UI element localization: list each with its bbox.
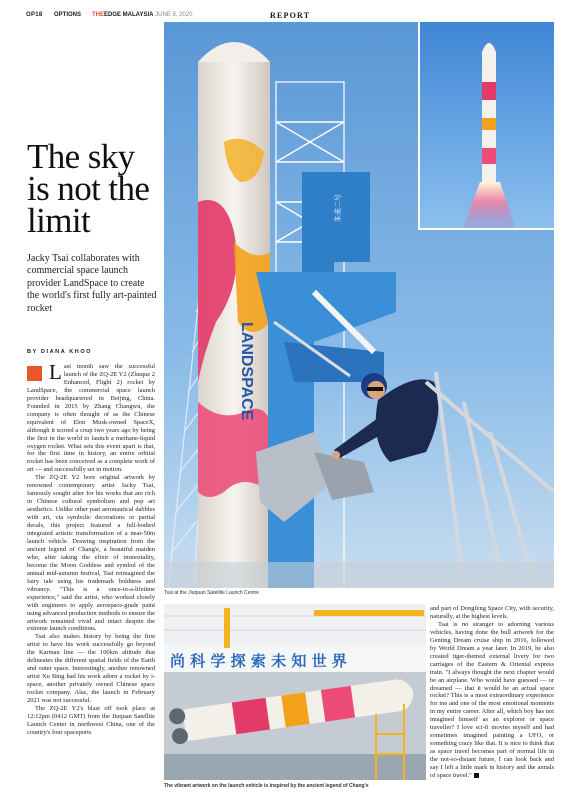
end-mark bbox=[474, 773, 479, 778]
accent-square bbox=[27, 366, 42, 381]
paragraph-text: ast month saw the successful launch of the ZQ-2E Y2 (Zhuque 2 Enhanced, Flight 2) rocket by LandSpace, the commercial space launch provider headquartered in Beijing, China. Founded in 2015 by Zhang Changwu, the company is often thought of as the Chinese equivalent of Elon Musk-owned SpaceX, although it scored a coup two years ago by being the first in the world to launch a methane-liquid oxygen rocket. What sets this event apart is that, for the first time in history, an entire orbital rocket has been conceived as a complete work of art — and successfully set in motion. bbox=[27, 363, 155, 474]
body-column-1 bbox=[27, 360, 155, 793]
paragraph bbox=[27, 360, 155, 474]
drop-cap: L bbox=[49, 360, 62, 384]
rocket-logo-text: LANDSPACE bbox=[238, 322, 255, 421]
page-number: OP18 bbox=[26, 12, 43, 18]
body-column-3 bbox=[430, 605, 554, 795]
report-label: REPORT bbox=[270, 11, 311, 20]
standfirst: Jacky Tsai collaborates with commercial space launch provider LandSpace to create the world's first fully art-painted rocket bbox=[27, 253, 157, 314]
hangar-photo bbox=[164, 604, 426, 780]
byline: BY DIANA KHOO bbox=[27, 349, 93, 355]
publication-the: THE bbox=[92, 12, 104, 18]
paragraph: Tsai also makes history by being the first artist to have his work successfully go beyond the Karman line — the 100km altitude that delineates the different spatial fields of the Earth and outer space. Interestingly, another renowned artist Xu Bing had his work adorn a rocket by i-space, another privately owned Chinese space rocket company. Alas, the launch in February 2021 was not successful. bbox=[27, 633, 155, 705]
hangar-photo-caption: The vibrant artwork on the launch vehicle is inspired by the ancient legend of Chang'e bbox=[164, 783, 369, 789]
paragraph-text: Tsai is no stranger to adorning various vehicles, having done the bull artwork for the Genting Dream cruise ship in 2016, followed by World Dream a year later. In 2019, he also created tiger-themed external livery for two carriages of the Eastern & Oriental express train. "I always thought the next chapter would be an airplane. Who would have guessed — or dreamed — that it would be an actual space rocket? This is a most extraordinary experience for me and one of the most emotional moments in my entire career. After all, which boy has not imagined himself as an explorer or space traveller? I love sci-fi movies myself and had sometimes imagined painting a UFO, or something crazy like that. It is nice to think that as space travel becomes part of normal life in the not-so-distant future, I can look back and say I left a little mark in history and the annals of space travel." bbox=[430, 620, 554, 780]
launch-inset-photo bbox=[418, 22, 554, 230]
publication-line bbox=[92, 12, 192, 18]
paragraph: The ZQ-2E Y2's blast off took place at 12:12pm (0412 GMT) from the Jiuquan Satellite Launch Center in northwest China, one of the country's four spaceports bbox=[27, 704, 155, 736]
main-photo-caption: Tsai at the Jiuquan Satellite Launch Centre bbox=[164, 590, 260, 596]
hangar-banner-text: 尚 科 学 探 索 未 知 世 界 bbox=[170, 652, 347, 670]
section-label: OPTIONS bbox=[54, 12, 82, 18]
publication-name: EDGE MALAYSIA bbox=[104, 12, 154, 18]
hatch-text: 朱雀二号 bbox=[335, 194, 342, 222]
paragraph bbox=[430, 621, 554, 780]
paragraph: and part of Dongfeng Space City, with security, naturally, at the highest levels. bbox=[430, 605, 554, 620]
issue-date: JUNE 8, 2020 bbox=[155, 12, 193, 18]
paragraph: The ZQ-2E Y2 bore original artwork by renowned contemporary artist Jacky Tsai, famously sought after for his works that are rich in Chinese cultural symbolism and pop art aesthetics. Unlike other past aeronautical dabbles with art, via symbolic decorations or partial decals, this project featured a full-bodied integrated artistic transformation of a near-50m launch vehicle. Drawing inspiration from the ancient legend of Chang'e, a beautiful maiden who, after taking the elixir of immortality, become the Moon Goddess and symbol of the annual mid-autumn festival, Tsai reimagined the fairy tale using his trademark boldness and vibrancy. "This is a once-in-a-lifetime experience," said the artist, who worked closely with engineers to apply aerospace-grade paint using advanced production methods to ensure the artwork remained vivid and intact despite the extreme launch conditions. bbox=[27, 474, 155, 633]
headline: The sky is not the limit bbox=[27, 137, 150, 240]
